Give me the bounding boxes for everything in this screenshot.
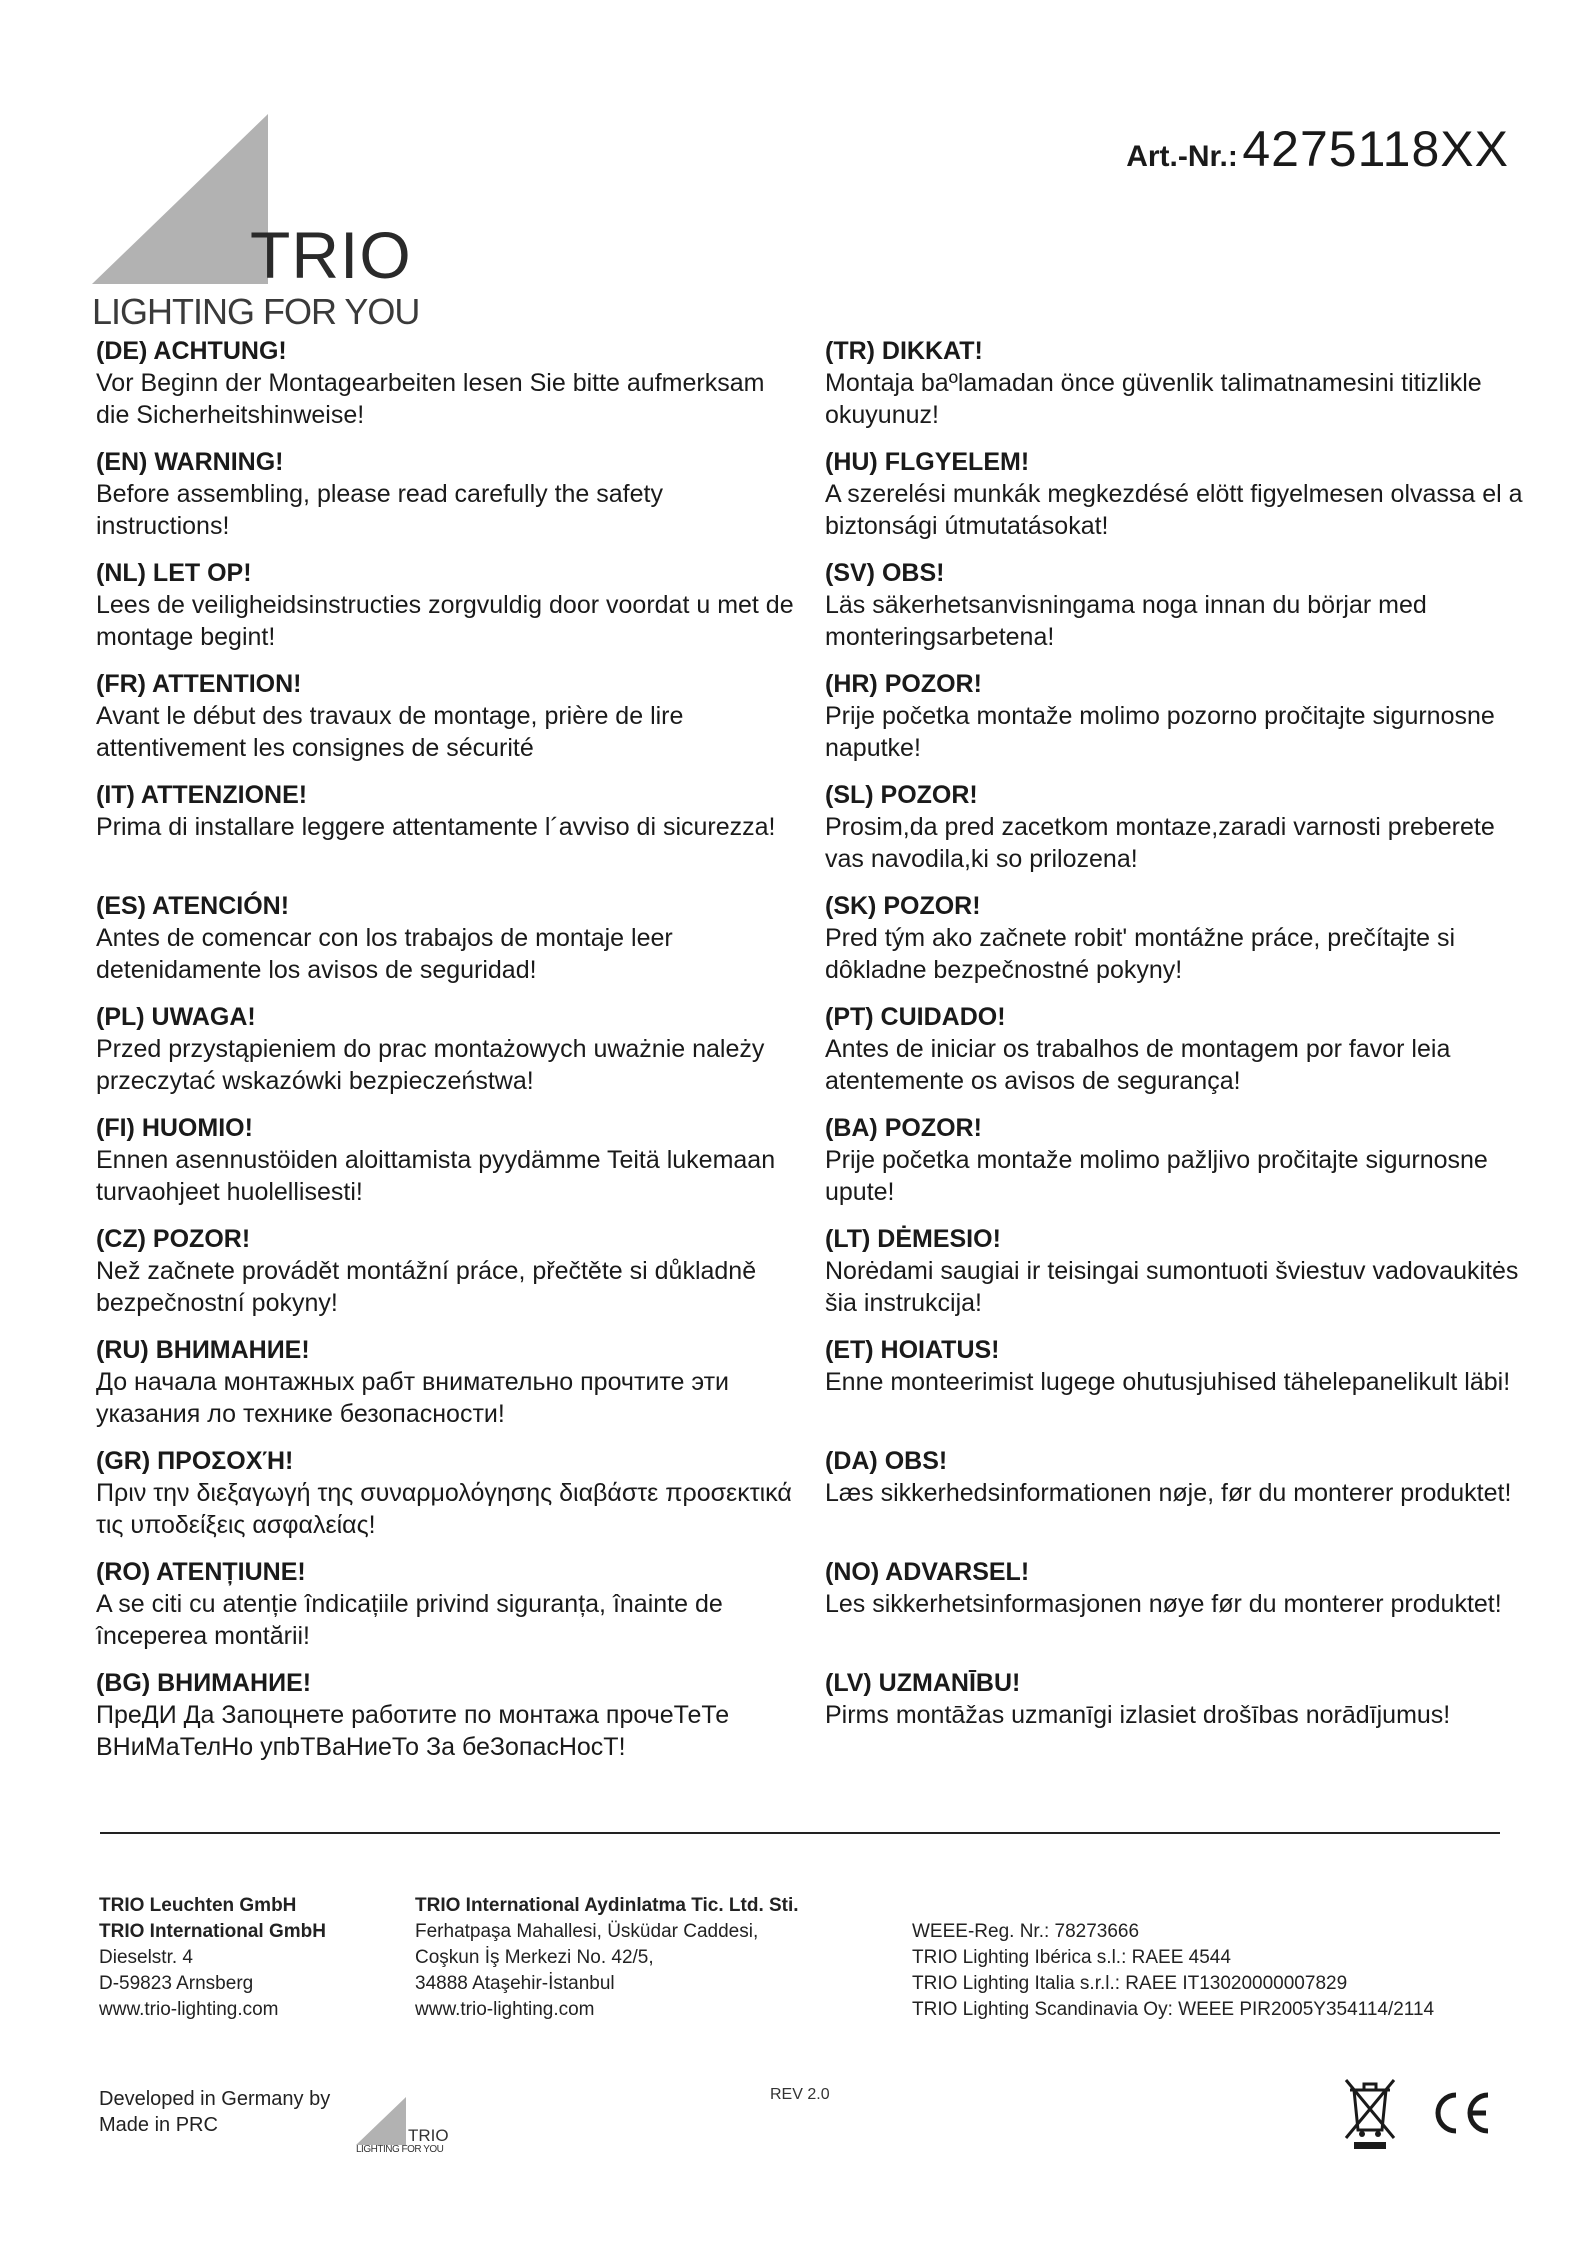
developed-in: Developed in Germany by (99, 2088, 331, 2110)
warnings-left-column (96, 336, 796, 1779)
warning-block (96, 1224, 796, 1335)
warning-heading: (GR) ΠΡΟΣΟΧΉ! (96, 1447, 294, 1475)
warning-text: Avant le début des travaux de montage, prière de lire attentivement les consignes de sécurité (96, 702, 684, 762)
weee-crossed-bin-icon (1340, 2072, 1400, 2152)
warning-text: Antes de iniciar os trabalhos de montagem por favor leia atentemente os avisos de segurança! (825, 1035, 1451, 1095)
warning-block (825, 336, 1525, 447)
warning-heading: (EN) WARNING! (96, 448, 284, 476)
warning-block (96, 1446, 796, 1557)
warning-heading: (PT) CUIDADO! (825, 1003, 1006, 1031)
warning-heading: (LT) DĖMESIO! (825, 1225, 1001, 1253)
warning-heading: (FI) HUOMIO! (96, 1114, 253, 1142)
weee-reg-line: WEEE-Reg. Nr.: 78273666 (912, 1921, 1140, 1942)
warning-heading: (PL) UWAGA! (96, 1003, 256, 1031)
warning-text: Les sikkerhetsinformasjonen nøye før du monterer produktet! (825, 1590, 1502, 1618)
footer-address-line: 34888 Ataşehir-İstanbul (415, 1973, 615, 1994)
article-number (1126, 120, 1509, 178)
logo-brand: TRIO (250, 218, 412, 292)
warning-heading: (NO) ADVARSEL! (825, 1558, 1030, 1586)
weee-reg-line: TRIO Lighting Italia s.r.l.: RAEE IT13020000007829 (912, 1973, 1348, 1994)
warning-heading: (HR) POZOR! (825, 670, 982, 698)
warning-heading: (TR) DIKKAT! (825, 337, 983, 365)
warning-block (96, 780, 796, 891)
warning-heading: (RO) ATENȚIUNE! (96, 1558, 306, 1586)
weee-reg-line: TRIO Lighting Ibérica s.l.: RAEE 4544 (912, 1947, 1231, 1968)
warning-heading: (IT) ATTENZIONE! (96, 781, 308, 809)
warning-heading: (CZ) POZOR! (96, 1225, 251, 1253)
warning-text: Antes de comencar con los trabajos de montaje leer detenidamente los avisos de seguridad! (96, 924, 673, 984)
warning-block (96, 1002, 796, 1113)
logo-tagline: LIGHTING FOR YOU (92, 291, 420, 332)
footer-company: TRIO International GmbH (99, 1921, 326, 1942)
warning-block (96, 1668, 796, 1779)
warning-block (96, 1557, 796, 1668)
warning-text: Läs säkerhetsanvisningama noga innan du börjar med monteringsarbetena! (825, 591, 1427, 651)
small-trio-logo (356, 2097, 449, 2157)
warning-text: Przed przystąpieniem do prac montażowych uważnie należy przeczytać wskazówki bezpieczeństwa! (96, 1035, 765, 1095)
warning-block (825, 1335, 1525, 1446)
ce-mark-icon (1428, 2088, 1494, 2138)
logo-triangle-icon (92, 114, 272, 290)
warning-text: ПреДИ Да Запоцнете работите по монтажа прочеТеТе ВНиМаТелНо упbТВаНиеТо За беЗопасНосТ! (96, 1701, 730, 1761)
warning-text: Ennen asennustöiden aloittamista pyydämme Teitä lukemaan turvaohjeet huolellisesti! (96, 1146, 776, 1206)
warning-text: Vor Beginn der Montagearbeiten lesen Sie bitte aufmerksam die Sicherheitshinweise! (96, 369, 765, 429)
warning-block (825, 1668, 1525, 1779)
warning-heading: (LV) UZMANĪBU! (825, 1669, 1021, 1697)
footer-city: D-59823 Arnsberg (99, 1973, 254, 1994)
warning-heading: (FR) ATTENTION! (96, 670, 302, 698)
warning-block (825, 1224, 1525, 1335)
warning-text: A szerelési munkák megkezdésé elött figyelmesen olvassa el a biztonsági útmutatásokat! (825, 480, 1523, 540)
warning-block (96, 1113, 796, 1224)
small-logo-brand: TRIO (408, 2126, 449, 2145)
footer-address-turkey (415, 1893, 799, 2023)
footer-address-line: Ferhatpaşa Mahallesi, Üsküdar Caddesi, (415, 1921, 759, 1942)
warning-heading: (ET) HOIATUS! (825, 1336, 1000, 1364)
warning-heading: (SL) POZOR! (825, 781, 978, 809)
warning-block (825, 558, 1525, 669)
footer-website: www.trio-lighting.com (415, 1999, 595, 2020)
warning-text: Pirms montāžas uzmanīgi izlasiet drošības norādījumus! (825, 1701, 1451, 1729)
warning-text: Montaja baºlamadan önce güvenlik talimatnamesini titizlikle okuyunuz! (825, 369, 1482, 429)
warning-heading: (DA) OBS! (825, 1447, 948, 1475)
warning-text: До начала монтажных рабт внимательно прочтите эти указания ло технике безопасности! (96, 1368, 730, 1428)
warning-block (825, 1446, 1525, 1557)
warning-block (825, 1002, 1525, 1113)
warning-heading: (DE) ACHTUNG! (96, 337, 287, 365)
warning-heading: (NL) LET OP! (96, 559, 252, 587)
divider-line (100, 1832, 1500, 1834)
warning-block (96, 669, 796, 780)
made-in: Made in PRC (99, 2114, 218, 2136)
warning-text: Lees de veiligheidsinstructies zorgvuldig door voordat u met de montage begint! (96, 591, 794, 651)
warning-text: Pred tým ako začnete robit' montážne práce, prečítajte si dôkladne bezpečnostné pokyny! (825, 924, 1456, 984)
footer-company: TRIO International Aydinlatma Tic. Ltd. Sti. (415, 1895, 799, 1916)
article-number-label: Art.-Nr.: (1126, 140, 1238, 173)
warning-text: Prije početka montaže molimo pozorno pročitajte sigurnosne naputke! (825, 702, 1495, 762)
warning-heading: (ES) ATENCIÓN! (96, 892, 290, 920)
warning-text: Prosim,da pred zacetkom montaze,zaradi varnosti preberete vas navodila,ki so prilozena! (825, 813, 1495, 873)
warning-text: Enne monteerimist lugege ohutusjuhised tähelepanelikult läbi! (825, 1368, 1511, 1396)
warning-text: Læs sikkerhedsinformationen nøje, før du monterer produktet! (825, 1479, 1512, 1507)
warning-block (96, 558, 796, 669)
warning-text: Before assembling, please read carefully the safety instructions! (96, 480, 663, 540)
trio-logo (92, 114, 420, 334)
warning-heading: (SK) POZOR! (825, 892, 981, 920)
warning-heading: (BG) ВНИМАНИЕ! (96, 1669, 312, 1697)
revision-label: REV 2.0 (770, 2086, 830, 2103)
warning-block (96, 447, 796, 558)
warning-block (825, 891, 1525, 1002)
warning-block (96, 891, 796, 1002)
warning-text: A se citi cu atenție îndicațiile privind siguranța, înainte de începerea montării! (96, 1590, 723, 1650)
warning-block (96, 1335, 796, 1446)
warning-block (825, 1557, 1525, 1668)
article-number-value: 4275118XX (1242, 121, 1509, 177)
warning-block (825, 780, 1525, 891)
warning-text: Než začnete provádět montážní práce, přečtěte si důkladně bezpečnostní pokyny! (96, 1257, 757, 1317)
small-logo-tagline: LIGHTING FOR YOU (356, 2144, 444, 2155)
weee-reg-line: TRIO Lighting Scandinavia Oy: WEEE PIR2005Y354114/2114 (912, 1999, 1435, 2020)
warning-text: Prije početka montaže molimo pažljivo pročitajte sigurnosne upute! (825, 1146, 1488, 1206)
footer-company: TRIO Leuchten GmbH (99, 1895, 297, 1916)
warning-heading: (RU) ВНИМАНИЕ! (96, 1336, 310, 1364)
footer-address-line: Coşkun İş Merkezi No. 42/5, (415, 1947, 654, 1968)
warnings-right-column (825, 336, 1525, 1779)
warning-block (825, 447, 1525, 558)
footer-address-germany (99, 1893, 326, 2023)
footer-street: Dieselstr. 4 (99, 1947, 193, 1968)
warning-text: Prima di installare leggere attentamente l´avviso di sicurezza! (96, 813, 776, 841)
warning-text: Πριν την διεξαγωγή της συναρμολόγησης διαβάστε προσεκτικά τις υποδείξεις ασφαλείας! (96, 1479, 792, 1539)
footer-weee-registrations (912, 1919, 1434, 2023)
small-logo-triangle-icon (356, 2097, 408, 2147)
warning-block (825, 669, 1525, 780)
warning-text: Norėdami saugiai ir teisingai sumontuoti šviestuv vadovaukitės šia instrukcija! (825, 1257, 1519, 1317)
warning-heading: (SV) OBS! (825, 559, 945, 587)
warning-block (96, 336, 796, 447)
warning-heading: (BA) POZOR! (825, 1114, 982, 1142)
footer-website: www.trio-lighting.com (99, 1999, 279, 2020)
warning-heading: (HU) FLGYELEM! (825, 448, 1030, 476)
origin-note (99, 2086, 330, 2138)
warning-block (825, 1113, 1525, 1224)
